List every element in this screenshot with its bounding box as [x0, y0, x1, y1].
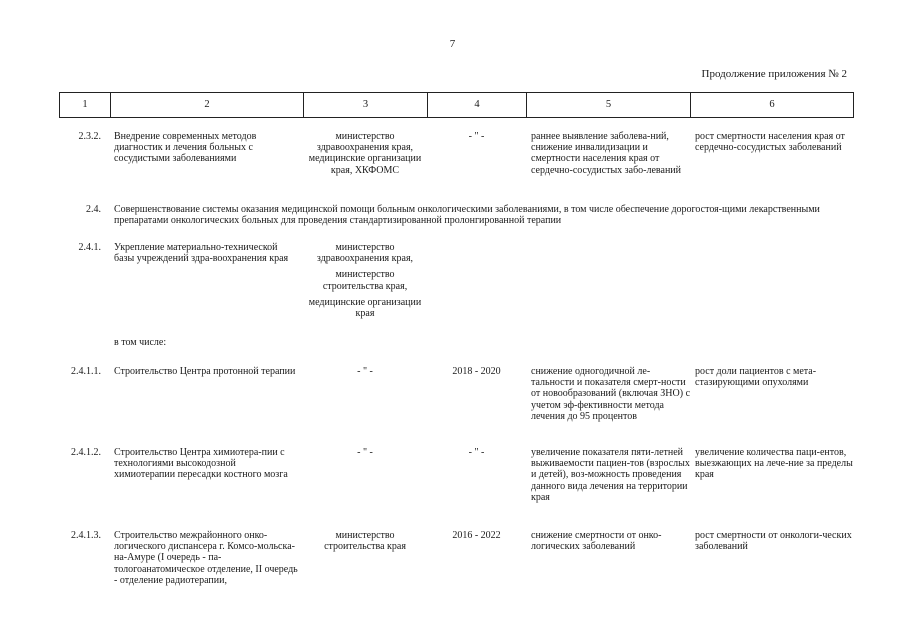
row-indicator: увеличение количества паци-ентов, выезжающих на лече-ние за пределы края: [695, 447, 853, 481]
row-term: - " -: [468, 131, 485, 142]
row-executor: министерство здравоохранения края, медицинские организации края, ХКФОМС: [308, 131, 422, 176]
executor-item: министерство здравоохранения края,: [316, 242, 414, 265]
row-result: увеличение показателя пяти-летней выживаемости пациен-тов (взрослых и детей), воз-можность проведения данного вида лечения на территории края: [531, 447, 690, 503]
header-col-6: 6: [769, 99, 775, 111]
row-term: 2016 - 2022: [452, 530, 501, 541]
row-indicator: рост смертности населения края от сердечно-сосудистых заболеваний: [695, 131, 845, 154]
continued-label: Продолжение приложения № 2: [701, 68, 847, 80]
row-number: 2.4.1.1.: [71, 366, 101, 377]
row-result: снижение смертности от онко-логических заболеваний: [531, 530, 662, 553]
row-term: 2018 - 2020: [452, 366, 501, 377]
executor-item: министерство строительства края,: [322, 269, 408, 292]
header-col-1: 1: [60, 93, 111, 117]
row-result: снижение одногодичной ле-тальности и показателя смерт-ности от новообразований (включая ЗНО) с учетом эф-фективности метода лечения до 95 процентов: [531, 366, 691, 422]
row-name: Строительство Центра химиотера-пии с технологиями высокодозной химиотерапии пересадки костного мозга: [114, 447, 288, 481]
row-term: - " -: [468, 447, 485, 458]
row-name: Строительство Центра протонной терапии: [114, 366, 296, 377]
header-col-3: 3: [304, 93, 428, 117]
row-subheading: в том числе:: [114, 337, 167, 348]
row-executor: - " -: [357, 366, 373, 377]
row-executor: министерство строительства края: [324, 530, 406, 553]
row-number: 2.4.1.3.: [71, 530, 101, 541]
row-indicator: рост смертности от онкологи-ческих заболеваний: [695, 530, 852, 553]
row-executor: - " -: [357, 447, 373, 458]
row-section-title: Совершенствование системы оказания медицинской помощи больным онкологическими заболеваниями, в том числе обеспечение дорогостоя-щими лекарственными препаратами онкологических больных для проведения стандартизированной пролонгированной терапии: [114, 204, 820, 227]
header-col-4: 4: [428, 93, 527, 117]
row-name: Укрепление материально-технической базы учреждений здра-воохранения края: [114, 242, 289, 265]
row-name: Строительство межрайонного онко-логического диспансера г. Комсо-мольска-на-Амуре (I очередь - па-тологоанатомическое отделение, II очередь - отделение радиотерапии,: [114, 530, 298, 586]
header-col-5: 5: [527, 93, 691, 117]
row-number: 2.3.2.: [78, 131, 101, 142]
row-name: Внедрение современных методов диагностик и лечения больных с сосудистыми заболеваниями: [114, 131, 257, 165]
row-indicator: рост доли пациентов с мета-стазирующими опухолями: [695, 366, 817, 389]
row-result: раннее выявление заболева-ний, снижение инвалидизации и смертности населения края от сердечно-сосудистых забо-леваний: [531, 131, 682, 176]
row-number: 2.4.: [86, 204, 101, 215]
row-executor-list: [305, 242, 425, 319]
row-number: 2.4.1.2.: [71, 447, 101, 458]
table-header: [59, 92, 854, 118]
page-number: 7: [449, 38, 456, 50]
executor-item: медицинские организации края: [308, 296, 422, 319]
row-number: 2.4.1.: [78, 242, 101, 253]
header-col-2: 2: [111, 93, 304, 117]
